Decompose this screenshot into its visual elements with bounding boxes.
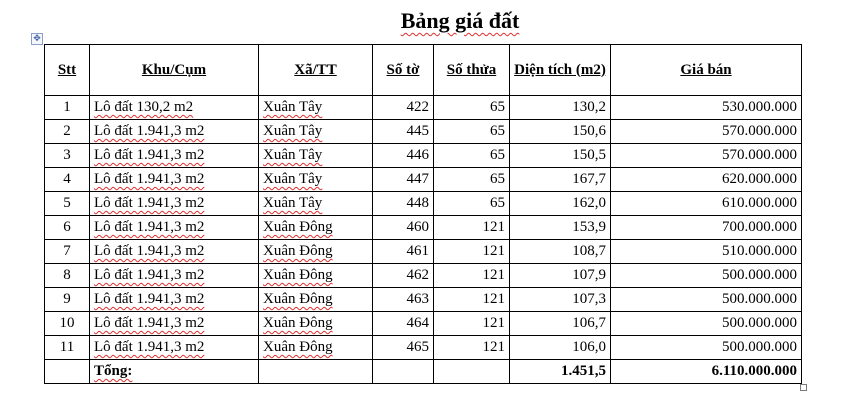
cell-so-to: 445 xyxy=(373,120,434,144)
cell-xa-tt-text: Xuân Đông xyxy=(263,339,333,355)
cell-khu-cum-text: Lô đất 1.941,3 m2 xyxy=(94,291,205,307)
cell-xa-tt-text: Xuân Tây xyxy=(263,123,323,139)
header-khu-cum: Khu/Cụm xyxy=(90,45,259,96)
cell-so-to: 461 xyxy=(373,240,434,264)
cell-so-thua: 121 xyxy=(434,240,510,264)
cell-stt: 8 xyxy=(45,264,90,288)
cell-so-to: 446 xyxy=(373,144,434,168)
cell-xa-tt-text: Xuân Tây xyxy=(263,99,323,115)
cell-khu-cum-text: Lô đất 130,2 m2 xyxy=(94,99,194,115)
table-row xyxy=(45,192,802,216)
cell-stt: 9 xyxy=(45,288,90,312)
cell-xa-tt-text: Xuân Tây xyxy=(263,195,323,211)
cell-xa-tt xyxy=(259,288,373,312)
total-label xyxy=(90,360,259,384)
cell-so-thua: 121 xyxy=(434,336,510,360)
cell-xa-tt xyxy=(259,120,373,144)
cell-xa-tt xyxy=(259,96,373,120)
cell-dien-tich: 106,7 xyxy=(510,312,611,336)
cell-so-thua: 121 xyxy=(434,312,510,336)
table-row xyxy=(45,336,802,360)
cell-xa-tt xyxy=(259,216,373,240)
cell-so-thua: 65 xyxy=(434,120,510,144)
cell-khu-cum-text: Lô đất 1.941,3 m2 xyxy=(94,267,205,283)
cell-dien-tich: 106,0 xyxy=(510,336,611,360)
cell-so-thua: 65 xyxy=(434,96,510,120)
cell-stt: 11 xyxy=(45,336,90,360)
cell-dien-tich: 107,9 xyxy=(510,264,611,288)
cell-dien-tich: 107,3 xyxy=(510,288,611,312)
header-stt: Stt xyxy=(45,45,90,96)
cell-so-to: 462 xyxy=(373,264,434,288)
cell-so-thua: 65 xyxy=(434,168,510,192)
cell-dien-tich: 150,5 xyxy=(510,144,611,168)
cell-khu-cum-text: Lô đất 1.941,3 m2 xyxy=(94,315,205,331)
cell-gia-ban: 620.000.000 xyxy=(611,168,802,192)
table-row xyxy=(45,216,802,240)
cell-stt: 7 xyxy=(45,240,90,264)
cell-dien-tich: 150,6 xyxy=(510,120,611,144)
cell-khu-cum xyxy=(90,336,259,360)
move-arrows-icon[interactable]: ✥ xyxy=(31,33,43,45)
cell-so-thua: 121 xyxy=(434,288,510,312)
table-row xyxy=(45,96,802,120)
table-row xyxy=(45,168,802,192)
cell-xa-tt xyxy=(259,168,373,192)
cell-dien-tich: 153,9 xyxy=(510,216,611,240)
page-title xyxy=(0,8,861,34)
cell-khu-cum xyxy=(90,288,259,312)
cell-stt: 3 xyxy=(45,144,90,168)
cell-xa-tt xyxy=(259,336,373,360)
cell-khu-cum xyxy=(90,168,259,192)
cell-xa-tt-text: Xuân Đông xyxy=(263,267,333,283)
cell-khu-cum-text: Lô đất 1.941,3 m2 xyxy=(94,171,205,187)
total-so-to-cell xyxy=(373,360,434,384)
cell-dien-tich: 130,2 xyxy=(510,96,611,120)
total-label-text: Tổng: xyxy=(94,363,133,379)
cell-xa-tt-text: Xuân Đông xyxy=(263,243,333,259)
cell-khu-cum-text: Lô đất 1.941,3 m2 xyxy=(94,123,205,139)
header-gia-ban: Giá bán xyxy=(611,45,802,96)
cell-so-to: 463 xyxy=(373,288,434,312)
total-so-thua-cell xyxy=(434,360,510,384)
cell-dien-tich: 167,7 xyxy=(510,168,611,192)
cell-khu-cum-text: Lô đất 1.941,3 m2 xyxy=(94,243,205,259)
cell-so-thua: 65 xyxy=(434,144,510,168)
cell-so-to: 465 xyxy=(373,336,434,360)
cell-gia-ban: 500.000.000 xyxy=(611,336,802,360)
cell-xa-tt xyxy=(259,240,373,264)
cell-so-to: 422 xyxy=(373,96,434,120)
table-row xyxy=(45,120,802,144)
cell-so-to: 448 xyxy=(373,192,434,216)
cell-khu-cum xyxy=(90,312,259,336)
resize-square-icon[interactable] xyxy=(800,384,807,391)
cell-khu-cum xyxy=(90,144,259,168)
table-row xyxy=(45,312,802,336)
cell-xa-tt-text: Xuân Đông xyxy=(263,219,333,235)
cell-so-to: 464 xyxy=(373,312,434,336)
total-xa-cell xyxy=(259,360,373,384)
cell-xa-tt-text: Xuân Tây xyxy=(263,147,323,163)
cell-gia-ban: 530.000.000 xyxy=(611,96,802,120)
total-row xyxy=(45,360,802,384)
cell-gia-ban: 500.000.000 xyxy=(611,288,802,312)
cell-dien-tich: 162,0 xyxy=(510,192,611,216)
cell-stt: 1 xyxy=(45,96,90,120)
cell-khu-cum xyxy=(90,120,259,144)
cell-gia-ban: 500.000.000 xyxy=(611,312,802,336)
cell-khu-cum xyxy=(90,240,259,264)
cell-gia-ban: 510.000.000 xyxy=(611,240,802,264)
cell-so-thua: 65 xyxy=(434,192,510,216)
header-so-to: Số tờ xyxy=(373,45,434,96)
cell-khu-cum xyxy=(90,264,259,288)
header-xa-tt: Xã/TT xyxy=(259,45,373,96)
header-dien-tich: Diện tích (m2) xyxy=(510,45,611,96)
table-row xyxy=(45,264,802,288)
land-price-table xyxy=(44,44,802,384)
cell-xa-tt-text: Xuân Đông xyxy=(263,291,333,307)
cell-dien-tich: 108,7 xyxy=(510,240,611,264)
cell-gia-ban: 610.000.000 xyxy=(611,192,802,216)
cell-xa-tt xyxy=(259,264,373,288)
cell-so-thua: 121 xyxy=(434,264,510,288)
header-so-thua: Số thửa xyxy=(434,45,510,96)
cell-xa-tt-text: Xuân Tây xyxy=(263,171,323,187)
cell-gia-ban: 700.000.000 xyxy=(611,216,802,240)
cell-stt: 10 xyxy=(45,312,90,336)
cell-so-thua: 121 xyxy=(434,216,510,240)
total-gia-ban: 6.110.000.000 xyxy=(611,360,802,384)
table-row xyxy=(45,240,802,264)
cell-gia-ban: 500.000.000 xyxy=(611,264,802,288)
cell-so-to: 460 xyxy=(373,216,434,240)
cell-so-to: 447 xyxy=(373,168,434,192)
cell-xa-tt xyxy=(259,312,373,336)
table-header-row xyxy=(45,45,802,96)
cell-gia-ban: 570.000.000 xyxy=(611,120,802,144)
cell-xa-tt xyxy=(259,192,373,216)
cell-stt: 4 xyxy=(45,168,90,192)
table-row xyxy=(45,288,802,312)
cell-xa-tt-text: Xuân Đông xyxy=(263,315,333,331)
cell-gia-ban: 570.000.000 xyxy=(611,144,802,168)
cell-khu-cum-text: Lô đất 1.941,3 m2 xyxy=(94,219,205,235)
cell-khu-cum xyxy=(90,96,259,120)
cell-stt: 5 xyxy=(45,192,90,216)
cell-khu-cum-text: Lô đất 1.941,3 m2 xyxy=(94,147,205,163)
cell-khu-cum-text: Lô đất 1.941,3 m2 xyxy=(94,339,205,355)
cell-khu-cum xyxy=(90,216,259,240)
total-dien-tich: 1.451,5 xyxy=(510,360,611,384)
cell-khu-cum xyxy=(90,192,259,216)
cell-stt: 6 xyxy=(45,216,90,240)
total-stt-cell xyxy=(45,360,90,384)
table-row xyxy=(45,144,802,168)
cell-stt: 2 xyxy=(45,120,90,144)
title-text: Bảng giá đất xyxy=(400,8,520,33)
cell-khu-cum-text: Lô đất 1.941,3 m2 xyxy=(94,195,205,211)
cell-xa-tt xyxy=(259,144,373,168)
